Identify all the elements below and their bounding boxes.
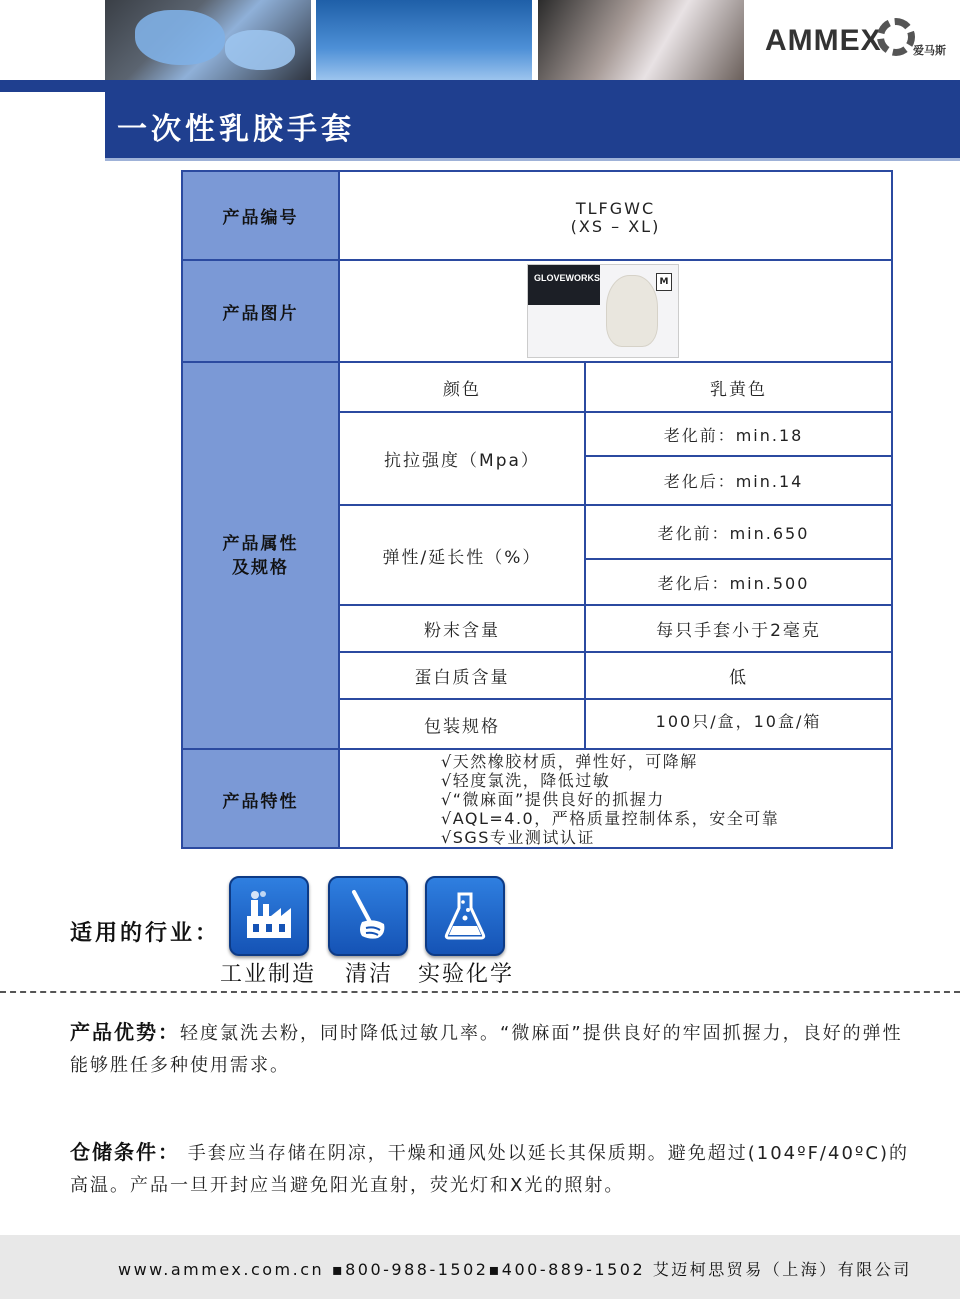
industry-name-cleaning: 清洁 xyxy=(345,962,394,987)
color-label: 颜色 xyxy=(443,379,481,400)
flask-icon xyxy=(425,876,505,956)
title-band-shadow xyxy=(105,158,960,161)
footer-contact: www.ammex.com.cn ▪800-988-1502▪400-889-1502 艾迈柯思贸易（上海）有限公司 xyxy=(118,1260,912,1279)
feature-item: √轻度氯洗，降低过敏 xyxy=(441,771,611,790)
industry-name-chemistry: 实验化学 xyxy=(418,962,515,987)
brand-name: AMMEX xyxy=(765,24,882,57)
product-code-value: TLFGWC xyxy=(575,199,656,218)
specs-label-line2: 及规格 xyxy=(232,557,289,578)
elongation-after: 老化后：min.500 xyxy=(657,573,810,593)
packaging-label: 包装规格 xyxy=(424,716,500,737)
features-label: 产品特性 xyxy=(222,792,299,812)
elongation-before: 老化前：min.650 xyxy=(657,523,810,543)
brand-logo xyxy=(765,18,955,68)
color-value: 乳黄色 xyxy=(710,379,767,400)
header-photo-lab xyxy=(538,0,744,80)
product-code xyxy=(340,198,891,238)
specs-label xyxy=(183,363,338,748)
gear-icon xyxy=(877,18,915,56)
industry-name-manufacturing: 工业制造 xyxy=(220,962,317,987)
image-label: 产品图片 xyxy=(222,303,299,324)
product-box-panel xyxy=(528,265,600,305)
factory-icon xyxy=(229,876,309,956)
mop-icon xyxy=(328,876,408,956)
product-image xyxy=(527,264,679,358)
powder-value: 每只手套小于2毫克 xyxy=(656,621,821,641)
header-photo-sky xyxy=(316,0,532,80)
packaging-value: 100只/盒，10盒/箱 xyxy=(655,711,822,731)
protein-label: 蛋白质含量 xyxy=(414,668,510,688)
feature-item: √“微麻面”提供良好的抓握力 xyxy=(441,790,665,809)
feature-item: √AQL=4.0，严格质量控制体系，安全可靠 xyxy=(441,809,780,828)
product-code-sizes: (XS – XL) xyxy=(570,217,661,236)
industries-label: 适用的行业： xyxy=(70,921,221,946)
powder-label: 粉末含量 xyxy=(424,621,500,641)
advantage-paragraph xyxy=(70,1016,910,1082)
spec-table xyxy=(181,170,893,849)
feature-item: √天然橡胶材质，弹性好，可降解 xyxy=(441,752,698,771)
header-photo-gloves xyxy=(105,0,311,80)
advantage-label: 产品优势： xyxy=(70,1020,180,1044)
tensile-label: 抗拉强度（Mpa） xyxy=(384,451,540,471)
storage-paragraph xyxy=(70,1136,910,1202)
elongation-label: 弹性/延长性（%） xyxy=(382,547,542,568)
brand-cn-name: 爱马斯 xyxy=(913,44,946,57)
product-box-size: M xyxy=(656,273,672,291)
section-divider xyxy=(0,991,960,993)
features-list xyxy=(441,752,779,847)
storage-text: 手套应当存储在阴凉，干燥和通风处以延长其保质期。避免超过(104ºF/40ºC)的高温。产品一旦开封应当避免阳光直射，荧光灯和X光的照射。 xyxy=(70,1143,909,1196)
advantage-text: 轻度氯洗去粉，同时降低过敏几率。“微麻面”提供良好的牢固抓握力，良好的弹性能够胜任多种使用需求。 xyxy=(70,1023,903,1076)
glove-icon xyxy=(606,275,658,347)
tensile-after: 老化后：min.14 xyxy=(663,472,804,491)
protein-value: 低 xyxy=(729,668,748,688)
feature-item: √SGS专业测试认证 xyxy=(441,828,595,847)
code-label: 产品编号 xyxy=(222,208,299,228)
page-title: 一次性乳胶手套 xyxy=(117,112,355,147)
specs-label-line1: 产品属性 xyxy=(222,533,299,554)
product-box-brand: GLOVEWORKS xyxy=(534,273,601,283)
storage-label: 仓储条件： xyxy=(70,1140,180,1164)
tensile-before: 老化前：min.18 xyxy=(663,425,804,445)
header-band-top xyxy=(0,80,960,92)
